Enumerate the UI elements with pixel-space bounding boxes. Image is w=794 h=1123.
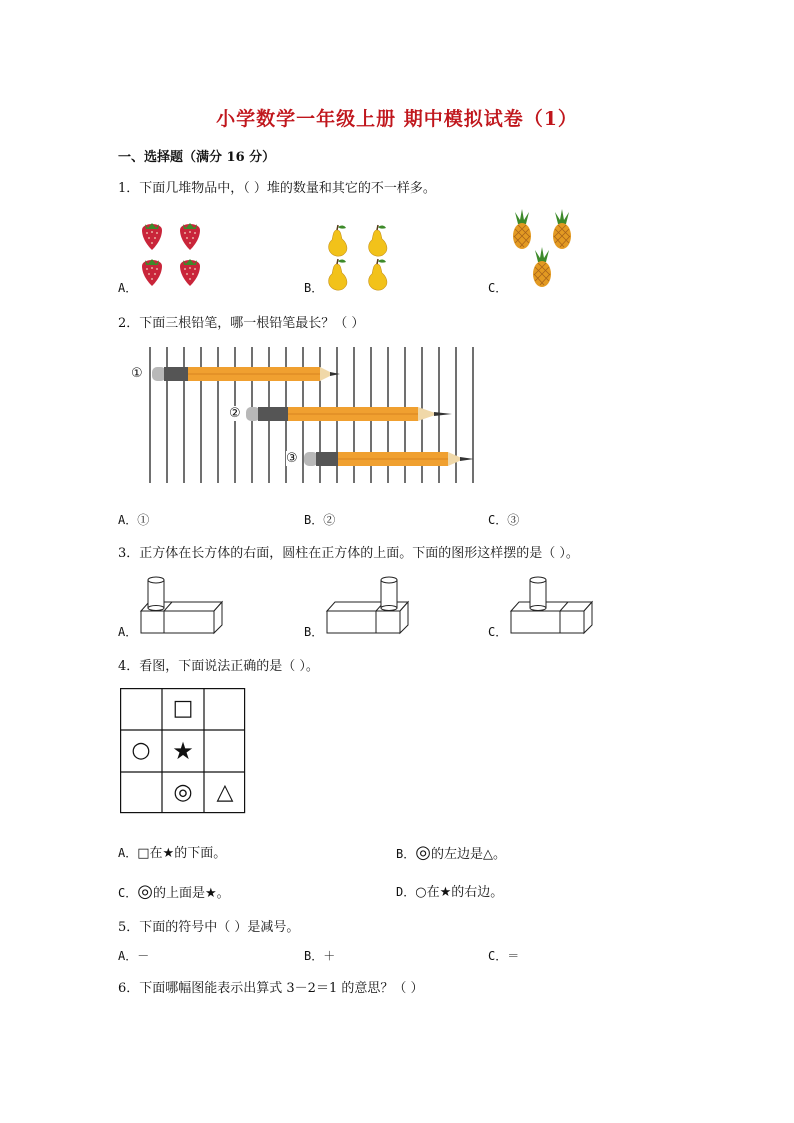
q3-option-b[interactable]: B．: [304, 625, 324, 639]
q5-option-a[interactable]: A．－: [118, 949, 150, 963]
grid-triangle-symbol: △: [216, 780, 234, 805]
grid-square-symbol: □: [172, 696, 194, 721]
pineapple-icon: [533, 247, 551, 287]
question-4-text: 4．看图，下面说法正确的是（ ）。: [118, 659, 319, 674]
pencil-3: [304, 452, 474, 466]
q4-option-c[interactable]: [118, 881, 230, 902]
q2-option-a[interactable]: A．①: [118, 513, 150, 527]
section-heading: 一、选择题（满分 16 分）: [118, 150, 276, 165]
pear-group-image: [322, 222, 394, 292]
q1-option-c[interactable]: C．: [488, 281, 508, 295]
q4-option-c-symbol-1: ◎: [137, 881, 153, 902]
q4-option-b[interactable]: [396, 842, 506, 863]
pear-icon: [329, 259, 347, 290]
q4-option-a-symbol-1: □: [137, 846, 150, 861]
pencil-2-label: ②: [229, 406, 241, 421]
q4-option-d-prefix: D．: [396, 885, 416, 899]
shape-stack-a: [140, 574, 224, 636]
strawberry-icon: [142, 223, 162, 250]
shape-stack-b: [326, 574, 410, 636]
pencil-2: [246, 407, 452, 421]
question-3-text: 3．正方体在长方体的右面，圆柱在正方体的上面。下面的图形这样摆的是（ ）。: [118, 546, 579, 561]
pencil-1: [152, 367, 340, 381]
strawberry-icon: [142, 259, 162, 286]
q4-option-c-suffix: 。: [216, 886, 230, 901]
q4-option-a-symbol-2: ★: [162, 846, 175, 861]
q1-option-b[interactable]: B．: [304, 281, 324, 295]
q4-option-b-mid: 的左边是: [430, 847, 483, 862]
pencil-3-label: ③: [286, 451, 298, 466]
q4-option-b-symbol-2: △: [482, 847, 493, 862]
pear-icon: [369, 259, 387, 290]
q4-option-b-prefix: B．: [396, 847, 416, 861]
q3-option-a[interactable]: A．: [118, 625, 138, 639]
q2-option-c[interactable]: C．③: [488, 513, 520, 527]
q5-option-b[interactable]: B．＋: [304, 949, 336, 963]
q4-option-a-mid: 在: [149, 846, 163, 861]
question-2-text: 2．下面三根铅笔，哪一根铅笔最长？（ ）: [118, 316, 365, 331]
pineapple-group-image: [508, 208, 578, 292]
q4-option-b-suffix: 。: [492, 847, 506, 862]
strawberry-icon: [180, 259, 200, 286]
pencil-1-label: ①: [131, 366, 143, 381]
question-5-text: 5．下面的符号中（ ）是减号。: [118, 920, 300, 935]
q4-option-a[interactable]: [118, 842, 226, 861]
q4-option-d-mid: 在: [426, 885, 440, 900]
q4-option-d-symbol-1: ○: [415, 885, 427, 900]
question-6-text: 6．下面哪幅图能表示出算式 3－2＝1 的意思？（ ）: [118, 981, 424, 996]
strawberry-group-image: [136, 216, 206, 292]
strawberry-icon: [180, 223, 200, 250]
shape-stack-c: [510, 574, 594, 636]
q4-option-d-suffix: 的右边。: [451, 885, 504, 900]
pear-icon: [369, 225, 387, 256]
q1-option-a[interactable]: A．: [118, 281, 138, 295]
page-title: 小学数学一年级上册 期中模拟试卷（1）: [216, 108, 578, 130]
question-1-text: 1．下面几堆物品中，（ ）堆的数量和其它的不一样多。: [118, 181, 436, 196]
q3-option-c[interactable]: C．: [488, 625, 508, 639]
q2-option-b[interactable]: B．②: [304, 513, 336, 527]
pineapple-icon: [553, 209, 571, 249]
q4-option-a-prefix: A．: [118, 846, 138, 860]
grid-double-circle-symbol: ◎: [173, 780, 193, 805]
grid-star-symbol: ★: [172, 737, 194, 765]
q4-option-c-prefix: C．: [118, 886, 138, 900]
pencils-figure: [130, 345, 480, 485]
q4-option-b-symbol-1: ◎: [415, 842, 431, 863]
q4-option-d-symbol-2: ★: [439, 885, 452, 900]
q4-option-a-suffix: 的下面。: [174, 846, 227, 861]
pineapple-icon: [513, 209, 531, 249]
grid-circle-symbol: ○: [131, 738, 151, 763]
pear-icon: [329, 225, 347, 256]
q4-option-d[interactable]: [396, 881, 503, 900]
q5-option-c[interactable]: C．＝: [488, 949, 520, 963]
q4-option-c-symbol-2: ★: [204, 886, 217, 901]
q4-option-c-mid: 的上面是: [152, 886, 205, 901]
